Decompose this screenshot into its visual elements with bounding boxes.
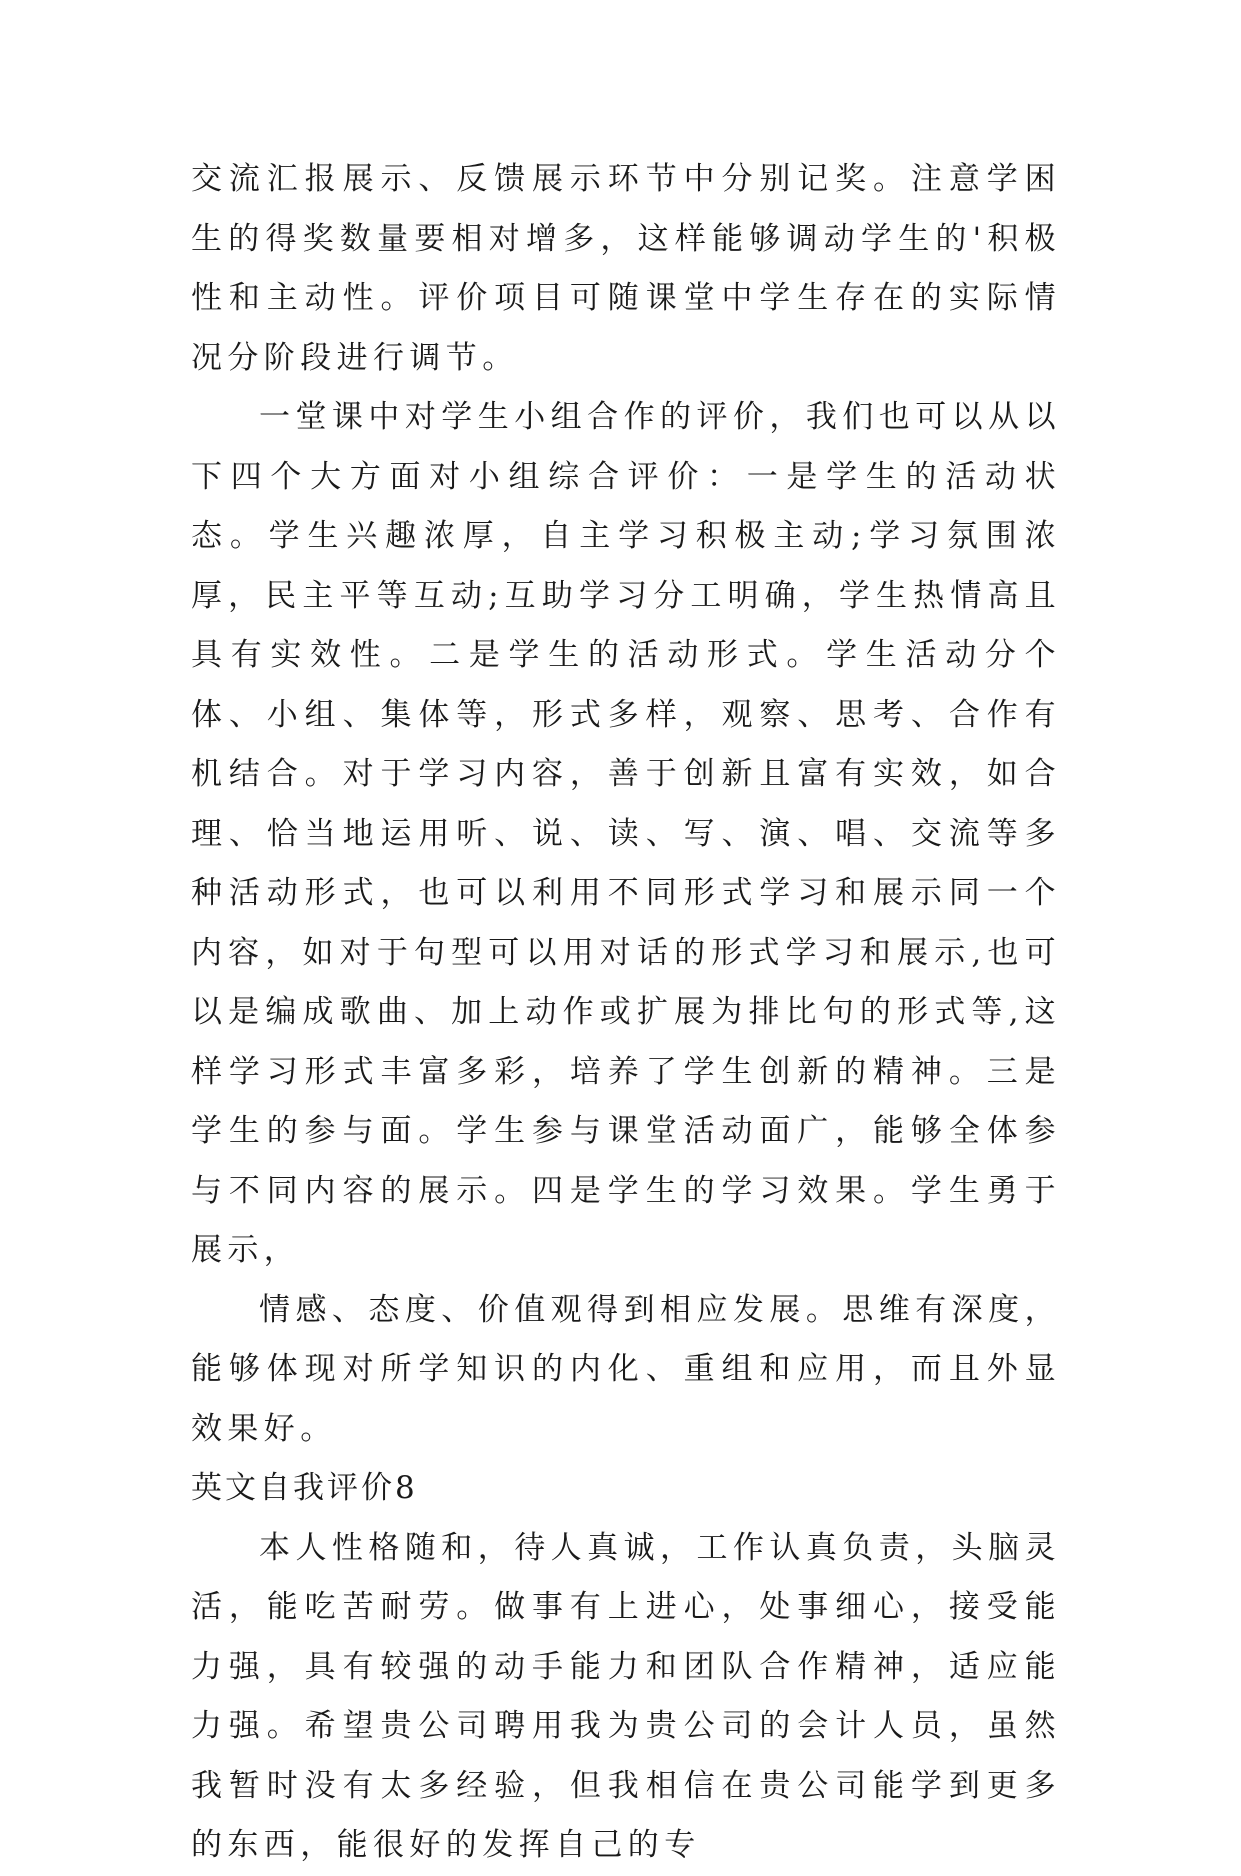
paragraph-group-evaluation: 一堂课中对学生小组合作的评价，我们也可以从以下四个大方面对小组综合评价：一是学生的活动状态。学生兴趣浓厚，自主学习积极主动;学习氛围浓厚，民主平等互动;互助学习分工明确，学生热情高且具有实效性。二是学生的活动形式。学生活动分个体、小组、集体等，形式多样，观察、思考、合作有机结合。对于学习内容，善于创新且富有实效，如合理、恰当地运用听、说、读、写、演、唱、交流等多种活动形式，也可以利用不同形式学习和展示同一个内容，如对于句型可以用对话的形式学习和展示,也可以是编成歌曲、加上动作或扩展为排比句的形式等,这样学习形式丰富多彩，培养了学生创新的精神。三是学生的参与面。学生参与课堂活动面广，能够全体参与不同内容的展示。四是学生的学习效果。学生勇于展示， (191, 399, 1061, 1268)
document-body (191, 150, 1061, 1876)
paragraph-self-evaluation: 本人性格随和，待人真诚，工作认真负责，头脑灵活，能吃苦耐劳。做事有上进心，处事细心，接受能力强，具有较强的动手能力和团队合作精神，适应能力强。希望贵公司聘用我为贵公司的会计人员，虽然我暂时没有太多经验，但我相信在贵公司能学到更多的东西，能很好的发挥自己的专 (191, 1529, 1061, 1863)
section-heading: 英文自我评价8 (191, 1470, 418, 1506)
paragraph-emotional-development: 情感、态度、价值观得到相应发展。思维有深度，能够体现对所学知识的内化、重组和应用，而且外显效果好。 (191, 1291, 1061, 1447)
paragraph-evaluation-rewards: 交流汇报展示、反馈展示环节中分别记奖。注意学困生的得奖数量要相对增多，这样能够调动学生的'积极性和主动性。评价项目可随课堂中学生存在的实际情况分阶段进行调节。 (191, 161, 1061, 376)
